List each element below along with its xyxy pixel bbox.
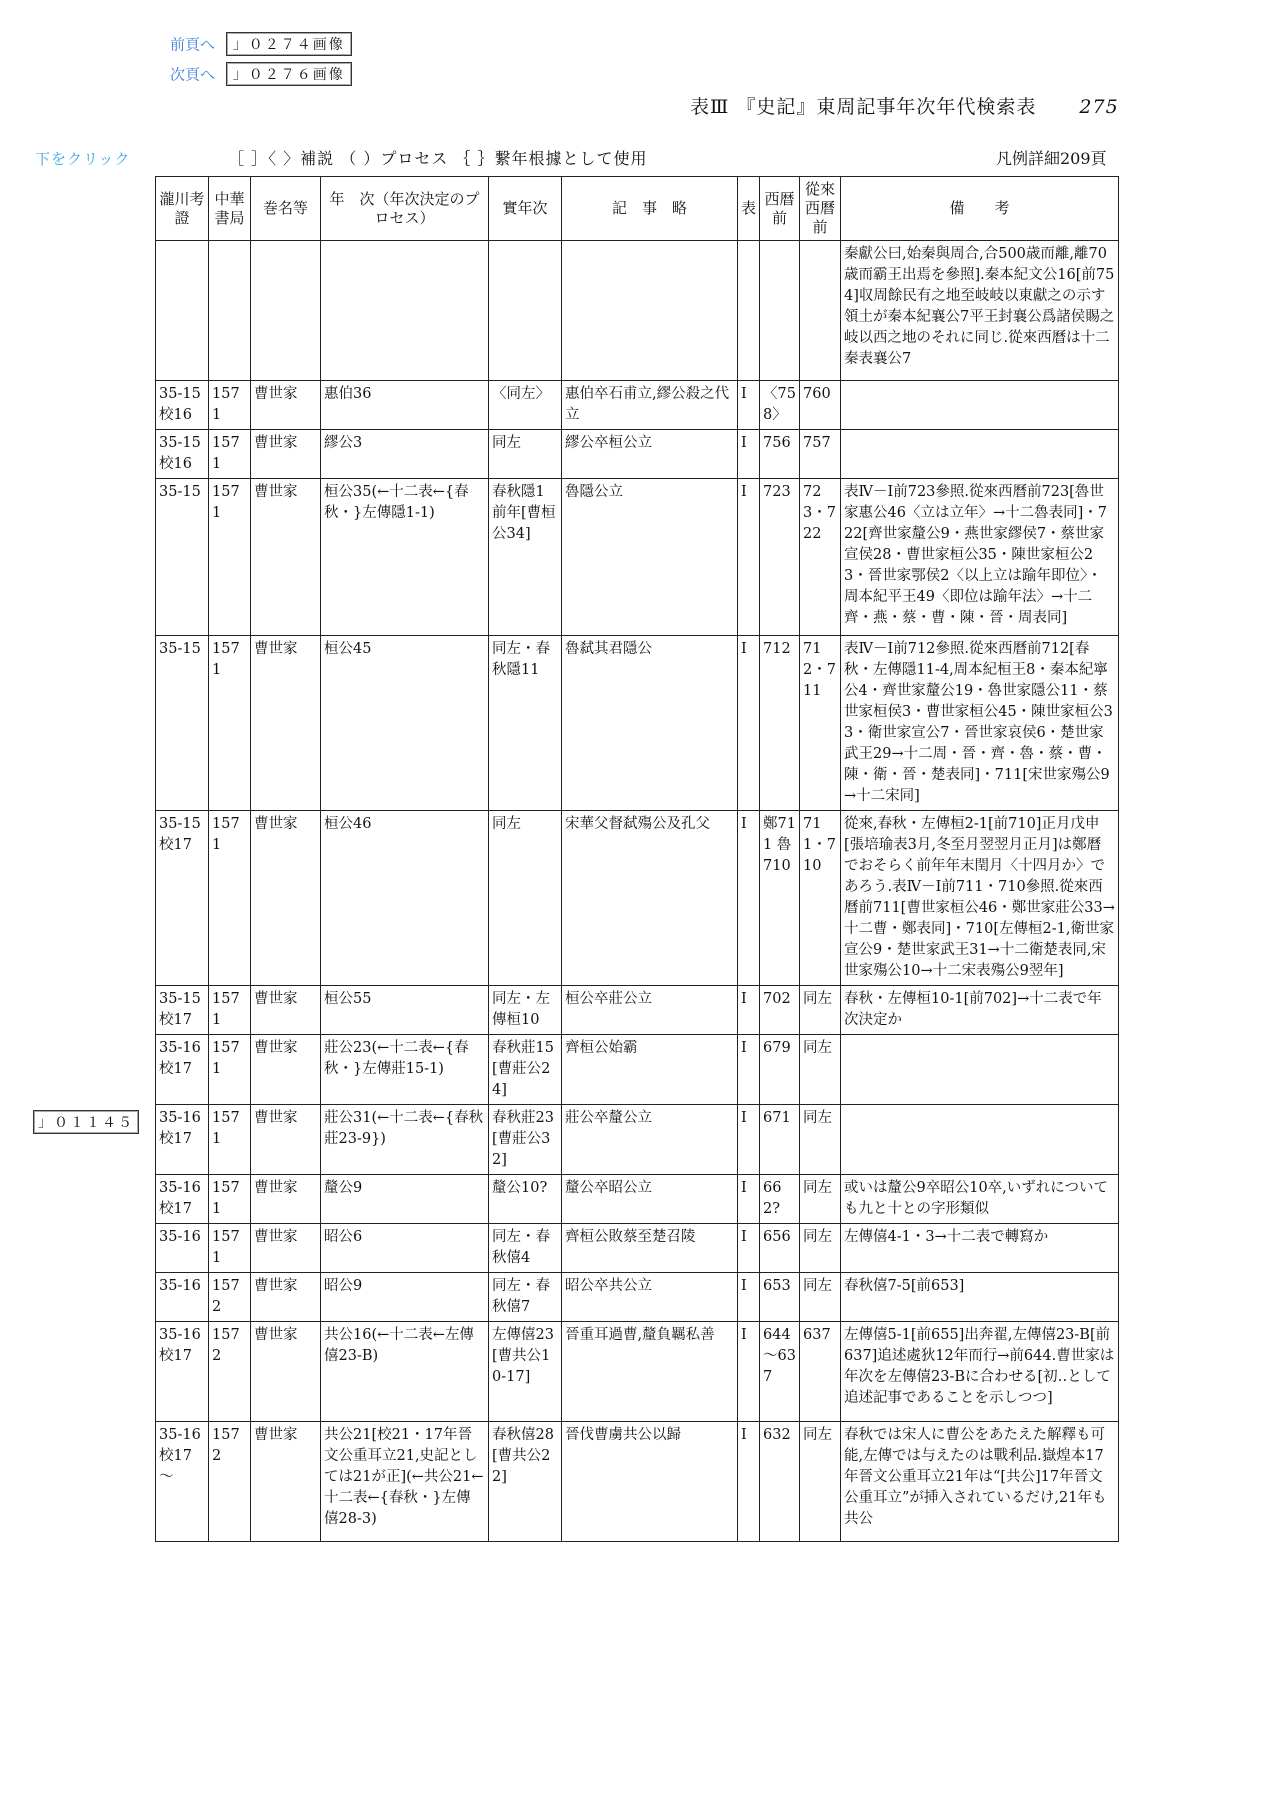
table-cell: 同左 [800, 1273, 841, 1322]
table-cell: 1571 [209, 986, 251, 1035]
table-cell: 同左 [800, 1035, 841, 1105]
table-cell [562, 241, 738, 381]
table-cell: 左傳僖4-1・3→十二表で轉寫か [841, 1224, 1119, 1273]
table-cell: 桓公46 [321, 811, 489, 986]
page-title: 表Ⅲ 『史記』東周記事年次年代検索表 [690, 96, 1037, 118]
page-number: 275 [1079, 96, 1119, 118]
table-cell: 桓公45 [321, 636, 489, 811]
legend-reference: 凡例詳細209頁 [996, 149, 1107, 168]
column-header: 中華書局 [209, 177, 251, 241]
table-cell: 35-16 校17 [156, 1322, 209, 1422]
column-header: 年 次（年次決定のプロセス） [321, 177, 489, 241]
table-cell: 春秋隱1前年[曹桓公34] [489, 479, 562, 636]
table-cell: 35-16 校17～ [156, 1422, 209, 1542]
table-cell: 曹世家 [251, 1035, 321, 1105]
table-cell [841, 381, 1119, 430]
table-cell: Ⅰ [738, 430, 760, 479]
table-cell: 637 [800, 1322, 841, 1422]
table-cell: 671 [760, 1105, 800, 1175]
column-header: 巻名等 [251, 177, 321, 241]
table-cell: 昭公6 [321, 1224, 489, 1273]
table-row [156, 811, 1119, 986]
table-cell: 712 [760, 636, 800, 811]
table-cell: 1571 [209, 381, 251, 430]
table-row [156, 1273, 1119, 1322]
table-cell: 632 [760, 1422, 800, 1542]
table-cell: 春秋・左傳桓10-1[前702]→十二表で年次決定か [841, 986, 1119, 1035]
prev-page-nav [170, 32, 352, 56]
table-cell: Ⅰ [738, 1273, 760, 1322]
table-cell: 齊桓公敗蔡至楚召陵 [562, 1224, 738, 1273]
table-cell: 757 [800, 430, 841, 479]
table-cell: 同左 [800, 1105, 841, 1175]
table-cell: 723・722 [800, 479, 841, 636]
table-cell: 曹世家 [251, 1422, 321, 1542]
table-cell: 〈同左〉 [489, 381, 562, 430]
table-cell: 1571 [209, 1175, 251, 1224]
table-cell: 惠伯卒石甫立,繆公殺之代立 [562, 381, 738, 430]
table-cell: 魯隱公立 [562, 479, 738, 636]
table-cell: 679 [760, 1035, 800, 1105]
table-row [156, 1105, 1119, 1175]
next-page-label: 次頁へ [170, 65, 216, 84]
table-cell: 共公16(←十二表←左傳僖23-B) [321, 1322, 489, 1422]
table-cell [760, 241, 800, 381]
table-cell: 723 [760, 479, 800, 636]
table-cell: Ⅰ [738, 1175, 760, 1224]
prev-page-button[interactable]: 」０２７４画像 [226, 32, 352, 56]
table-cell: 曹世家 [251, 636, 321, 811]
table-cell: 曹世家 [251, 1175, 321, 1224]
table-cell: 同左・春秋僖7 [489, 1273, 562, 1322]
table-cell: 繆公3 [321, 430, 489, 479]
table-header-row [156, 177, 1119, 241]
table-row [156, 986, 1119, 1035]
table-cell: 35-15 [156, 479, 209, 636]
table-cell [156, 241, 209, 381]
table-cell: 昭公卒共公立 [562, 1273, 738, 1322]
table-cell: 齊桓公始霸 [562, 1035, 738, 1105]
table-cell: 1571 [209, 430, 251, 479]
next-page-button[interactable]: 」０２７６画像 [226, 62, 352, 86]
table-cell: 莊公31(←十二表←{春秋莊23-9}) [321, 1105, 489, 1175]
table-cell: 表Ⅳ－Ⅰ前723參照.從來西曆前723[魯世家惠公46〈立は立年〉→十二魯表同]・722[齊世家釐公9・燕世家繆侯7・蔡世家宣侯28・曹世家桓公35・陳世家桓公23・晉世家鄂侯2〈以上立は踰年即位〉・周本紀平王49〈即位は踰年法〉→十二齊・燕・蔡・曹・陳・晉・周表同] [841, 479, 1119, 636]
table-cell: 同左 [800, 1175, 841, 1224]
table-row [156, 241, 1119, 381]
table-row [156, 381, 1119, 430]
table-cell: 35-15 校16 [156, 430, 209, 479]
table-row [156, 1175, 1119, 1224]
table-cell: 〈758〉 [760, 381, 800, 430]
table-row [156, 1224, 1119, 1273]
table-cell [489, 241, 562, 381]
table-cell: 繆公卒桓公立 [562, 430, 738, 479]
chronology-table [155, 176, 1119, 1542]
table-cell: 晉伐曹虜共公以歸 [562, 1422, 738, 1542]
table-cell: 左傳僖5-1[前655]出奔翟,左傳僖23-B[前637]追述處狄12年而行→前644.曹世家は年次を左傳僖23-Bに合わせる[初‥として追述記事であることを示しつつ] [841, 1322, 1119, 1422]
table-cell: 左傳僖23[曹共公10-17] [489, 1322, 562, 1422]
table-row [156, 1035, 1119, 1105]
table-cell: Ⅰ [738, 636, 760, 811]
table-row [156, 479, 1119, 636]
table-cell: 釐公卒昭公立 [562, 1175, 738, 1224]
table-cell: Ⅰ [738, 1322, 760, 1422]
table-cell: 曹世家 [251, 430, 321, 479]
table-cell: 同左 [800, 1224, 841, 1273]
table-cell: 1572 [209, 1273, 251, 1322]
table-cell: 曹世家 [251, 1273, 321, 1322]
table-cell: 644～637 [760, 1322, 800, 1422]
table-cell: 同左 [489, 811, 562, 986]
table-cell: 魯弑其君隱公 [562, 636, 738, 811]
table-cell: 35-15 校16 [156, 381, 209, 430]
table-cell: 35-15 校17 [156, 986, 209, 1035]
table-cell: 1571 [209, 811, 251, 986]
column-header: 備 考 [841, 177, 1119, 241]
table-cell: 桓公55 [321, 986, 489, 1035]
table-cell: 760 [800, 381, 841, 430]
table-cell: 莊公卒釐公立 [562, 1105, 738, 1175]
table-body [156, 241, 1119, 1542]
column-header: 表 [738, 177, 760, 241]
table-cell: 同左 [489, 430, 562, 479]
table-cell: 653 [760, 1273, 800, 1322]
table-cell: 曹世家 [251, 381, 321, 430]
table-cell: 春秋では宋人に曹公をあたえた解釋も可能,左傳では与えたのは戰利品.嶽煌本17年晉文公重耳立21年は“[共公]17年晉文公重耳立”が挿入されているだけ,21年も共公 [841, 1422, 1119, 1542]
table-cell: 35-16 [156, 1224, 209, 1273]
table-cell: 712・711 [800, 636, 841, 811]
table-cell: 釐公10? [489, 1175, 562, 1224]
table-cell: Ⅰ [738, 986, 760, 1035]
table-cell: 662? [760, 1175, 800, 1224]
table-cell: 曹世家 [251, 1105, 321, 1175]
table-cell: 1571 [209, 1105, 251, 1175]
table-cell: 1571 [209, 479, 251, 636]
table-cell: 惠伯36 [321, 381, 489, 430]
table-cell: 從來,春秋・左傳桓2-1[前710]正月戊申[張培瑜表3月,冬至月翌翌月正月]は鄭曆でおそらく前年年末閏月〈十四月か〉であろう.表Ⅳ－Ⅰ前711・710參照.從來西曆前711[曹世家桓公46・鄭世家莊公33→十二曹・鄭表同]・710[左傳桓2-1,衛世家宣公9・楚世家武王31→十二衛楚表同,宋世家殤公10→十二宋表殤公9翌年] [841, 811, 1119, 986]
table-cell: 表Ⅳ－Ⅰ前712參照.從來西曆前712[春秋・左傳隱11-4,周本紀桓王8・秦本紀寧公4・齊世家釐公19・魯世家隱公11・蔡世家桓侯3・曹世家桓公45・陳世家桓公33・衛世家宣公7・晉世家哀侯6・楚世家武王29→十二周・晉・齊・魯・蔡・曹・陳・衛・晉・楚表同]・711[宋世家殤公9→十二宋同] [841, 636, 1119, 811]
table-cell: 35-16 校17 [156, 1035, 209, 1105]
table-cell: 曹世家 [251, 1322, 321, 1422]
table-cell [738, 241, 760, 381]
table-cell: 1572 [209, 1422, 251, 1542]
table-cell: Ⅰ [738, 381, 760, 430]
table-cell: Ⅰ [738, 811, 760, 986]
table-cell: 曹世家 [251, 986, 321, 1035]
table-cell: 釐公9 [321, 1175, 489, 1224]
table-cell: 756 [760, 430, 800, 479]
table-cell: 莊公23(←十二表←{春秋・}左傳莊15-1) [321, 1035, 489, 1105]
table-cell: 春秋僖7-5[前653] [841, 1273, 1119, 1322]
table-cell [841, 430, 1119, 479]
table-cell [841, 1035, 1119, 1105]
table-cell: 曹世家 [251, 811, 321, 986]
table-cell: 鄭711 魯710 [760, 811, 800, 986]
table-cell: 晉重耳過曹,釐負羈私善 [562, 1322, 738, 1422]
table-cell: 同左 [800, 1422, 841, 1542]
table-row [156, 1322, 1119, 1422]
table-cell: 同左・左傳桓10 [489, 986, 562, 1035]
table-cell: 1571 [209, 1035, 251, 1105]
table-cell: 昭公9 [321, 1273, 489, 1322]
table-row [156, 1422, 1119, 1542]
table-cell: 656 [760, 1224, 800, 1273]
table-cell [251, 241, 321, 381]
table-cell: 共公21[校21・17年晉文公重耳立21,史記としては21が正](←共公21←十二表←{春秋・}左傳僖28-3) [321, 1422, 489, 1542]
table-cell [841, 1105, 1119, 1175]
table-cell: 春秋僖28[曹共公22] [489, 1422, 562, 1542]
table-cell: 35-16 [156, 1273, 209, 1322]
table-cell: 桓公35(←十二表←{春秋・}左傳隱1-1) [321, 479, 489, 636]
table-cell: Ⅰ [738, 1422, 760, 1542]
table-cell: 35-15 [156, 636, 209, 811]
table-cell: 曹世家 [251, 479, 321, 636]
table-cell: 同左・春秋隱11 [489, 636, 562, 811]
column-header: 西暦前 [760, 177, 800, 241]
table-cell: 同左・春秋僖4 [489, 1224, 562, 1273]
table-cell: Ⅰ [738, 1105, 760, 1175]
page-header [690, 92, 1119, 119]
column-header: 實年次 [489, 177, 562, 241]
table-cell: 35-16 校17 [156, 1175, 209, 1224]
table-cell: 1571 [209, 1224, 251, 1273]
table-cell [321, 241, 489, 381]
table-cell: 宋華父督弑殤公及孔父 [562, 811, 738, 986]
legend: ［ ］〈 〉補説 （ ）プロセス ｛ ｝繋年根據として使用 [228, 149, 648, 168]
table-cell: 桓公卒莊公立 [562, 986, 738, 1035]
table-cell: 春秋莊23[曹莊公32] [489, 1105, 562, 1175]
table-cell: 711・710 [800, 811, 841, 986]
table-cell: 曹世家 [251, 1224, 321, 1273]
image-link-button[interactable]: 」０１１４５ [33, 1110, 139, 1134]
table-cell: 35-16 校17 [156, 1105, 209, 1175]
column-header: 從來西曆前 [800, 177, 841, 241]
table-cell: 35-15 校17 [156, 811, 209, 986]
table-cell: 秦獻公曰,始秦與周合,合500歳而離,離70歳而霸王出焉を參照].秦本紀文公16[前754]収周餘民有之地至岐岐以東獻之の示す領土が秦本紀襄公7平王封襄公爲諸侯賜之岐以西之地のそれに同じ.從來西曆は十二秦表襄公7 [841, 241, 1119, 381]
table-cell: Ⅰ [738, 479, 760, 636]
table-cell: 1572 [209, 1322, 251, 1422]
table-cell: 1571 [209, 636, 251, 811]
table-cell: 702 [760, 986, 800, 1035]
table-cell [800, 241, 841, 381]
prev-page-label: 前頁へ [170, 35, 216, 54]
table-row [156, 430, 1119, 479]
table-cell [209, 241, 251, 381]
click-hint: 下をクリック [35, 150, 131, 168]
column-header: 瀧川考證 [156, 177, 209, 241]
column-header: 記 事 略 [562, 177, 738, 241]
table-row [156, 636, 1119, 811]
table-cell: 同左 [800, 986, 841, 1035]
table-cell: 春秋莊15[曹莊公24] [489, 1035, 562, 1105]
table-cell: 或いは釐公9卒昭公10卒,いずれについても九と十との字形類似 [841, 1175, 1119, 1224]
next-page-nav [170, 62, 352, 86]
table-cell: Ⅰ [738, 1035, 760, 1105]
table-cell: Ⅰ [738, 1224, 760, 1273]
